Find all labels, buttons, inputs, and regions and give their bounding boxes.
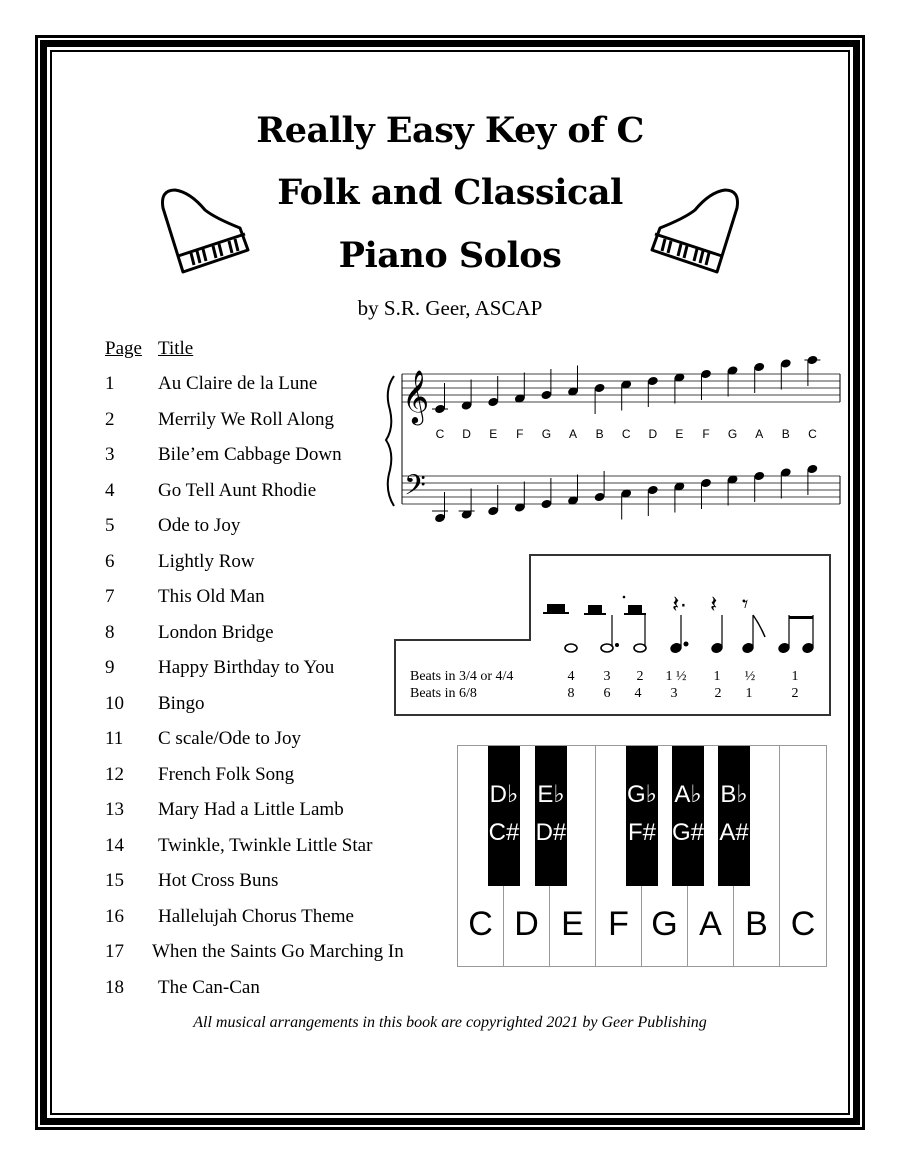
toc-title: Ode to Joy — [158, 515, 241, 536]
dotted-quarter-note-icon — [670, 643, 682, 654]
toc-page-number: 4 — [105, 479, 115, 501]
toc-title: Merrily We Roll Along — [158, 408, 334, 430]
title-line-3: Piano Solos — [338, 235, 562, 276]
toc-title: Bile’em Cabbage Down — [158, 444, 342, 465]
black-key-flat-label: G♭ — [627, 781, 657, 808]
black-key-sharp-label: F# — [627, 819, 656, 846]
toc-title: This Old Man — [158, 586, 265, 607]
quarter-note-icon — [711, 643, 723, 654]
white-key-label: B — [745, 905, 768, 943]
note-name-label: A — [568, 427, 578, 441]
toc-header-title: Title — [158, 338, 194, 359]
toc-page-number: 13 — [105, 799, 124, 820]
black-key-flat-label: E♭ — [537, 781, 565, 808]
note-name-label: C — [621, 427, 631, 441]
note-name-label: D — [462, 427, 471, 441]
toc-title: When the Saints Go Marching In — [152, 941, 404, 962]
toc-title: Happy Birthday to You — [158, 657, 335, 678]
beats-value: 4 — [567, 669, 575, 684]
eighth-note-icon — [742, 643, 754, 654]
beats-value: 4 — [634, 686, 642, 701]
note-name-label: B — [781, 427, 790, 441]
beats-value: 1 — [713, 669, 721, 684]
toc-page-number: 16 — [105, 905, 124, 927]
beats-value: 2 — [714, 686, 722, 701]
dot — [684, 642, 689, 647]
note-flag — [753, 615, 765, 637]
black-key-sharp-label: G# — [672, 819, 705, 846]
toc-page-number: 6 — [105, 550, 115, 572]
grand-piano-icon — [645, 180, 755, 280]
beats-row-1-label: Beats in 3/4 or 4/4 — [410, 669, 514, 684]
toc-title: C scale/Ode to Joy — [158, 728, 302, 749]
white-key-label: A — [699, 905, 722, 943]
dotted-quarter-rest-icon: 𝄽· — [672, 591, 688, 618]
toc-page-number: 8 — [105, 621, 115, 643]
note-name-label: F — [516, 427, 524, 441]
beats-row-2-label: Beats in 6/8 — [410, 686, 477, 701]
toc-title: Bingo — [158, 692, 205, 714]
note-name-label: C — [808, 427, 817, 441]
toc-title: Go Tell Aunt Rhodie — [158, 479, 317, 501]
toc-page-number: 10 — [105, 692, 124, 714]
note-beam — [789, 616, 813, 619]
note-name-label: E — [489, 427, 498, 441]
toc-page-number: 9 — [105, 657, 115, 678]
grand-staff — [380, 350, 842, 530]
white-key — [780, 746, 826, 966]
toc-title: Twinkle, Twinkle Little Star — [158, 834, 373, 856]
toc-title: French Folk Song — [158, 763, 295, 785]
toc-page-number: 12 — [105, 763, 124, 785]
black-key-flat-label: D♭ — [489, 781, 519, 808]
toc-title: The Can-Can — [158, 976, 260, 998]
treble-clef-icon: 𝄞 — [402, 370, 430, 422]
beats-value: 2 — [791, 686, 799, 701]
toc-header-page: Page — [105, 338, 142, 359]
black-key-flat-label: B♭ — [720, 781, 748, 808]
black-key-sharp-label: A# — [719, 819, 749, 846]
beats-value: 6 — [603, 686, 611, 701]
toc-title: London Bridge — [158, 621, 274, 643]
black-key — [718, 746, 750, 886]
beats-value: 3 — [670, 686, 678, 701]
toc-title: Hallelujah Chorus Theme — [158, 905, 354, 927]
title-line-1: Really Easy Key of C — [256, 110, 644, 151]
piano-keyboard — [457, 745, 827, 967]
beats-value: 1 — [791, 669, 799, 684]
beats-value: 2 — [636, 669, 644, 684]
black-key — [672, 746, 704, 886]
eighth-rest-icon: 𝄾 — [742, 591, 749, 618]
beats-value: 8 — [567, 686, 575, 701]
rest-ledger — [624, 613, 646, 615]
half-rest-icon — [588, 605, 602, 613]
title-line-2: Folk and Classical — [277, 172, 623, 213]
white-key-label: G — [651, 905, 678, 943]
whole-note-icon — [565, 644, 577, 652]
eighth-note-pair-icon — [778, 643, 790, 654]
black-key — [535, 746, 567, 886]
copyright-notice: All musical arrangements in this book are copyrighted 2021 by Geer Publishing — [193, 1014, 707, 1031]
white-key-label: E — [561, 905, 584, 943]
white-key-label: C — [468, 905, 493, 943]
note-name-label: D — [648, 427, 658, 441]
toc-page-number: 2 — [105, 408, 115, 430]
toc-page-number: 5 — [105, 515, 115, 536]
whole-rest-icon — [547, 604, 565, 612]
beats-value: 1 ½ — [665, 669, 687, 684]
white-key-label: F — [608, 905, 629, 943]
toc-page-number: 11 — [105, 728, 124, 749]
quarter-rest-icon: 𝄽 — [710, 591, 718, 618]
note-name-label: G — [541, 427, 552, 441]
half-note-icon — [634, 644, 646, 652]
rest-ledger — [584, 613, 606, 615]
grand-piano-icon — [145, 180, 255, 280]
white-key-label: C — [790, 905, 816, 943]
toc-page-number: 17 — [105, 941, 124, 962]
black-key-sharp-label: C# — [488, 819, 520, 846]
toc-title: Hot Cross Buns — [158, 870, 279, 891]
black-key-sharp-label: D# — [535, 819, 567, 846]
dot — [623, 596, 626, 599]
eighth-note-pair-icon — [802, 643, 814, 654]
bass-clef-icon: 𝄢 — [404, 470, 426, 508]
note-name-label: E — [675, 427, 684, 441]
dot — [615, 643, 619, 647]
toc-page-number: 14 — [105, 834, 124, 856]
rest-ledger — [543, 612, 569, 614]
toc-page-number: 7 — [105, 586, 115, 607]
white-key-label: D — [514, 905, 539, 943]
beats-value: ½ — [744, 669, 756, 684]
beats-value: 1 — [745, 686, 753, 701]
toc-page-number: 18 — [105, 976, 124, 998]
toc-title: Mary Had a Little Lamb — [158, 799, 344, 820]
black-key — [488, 746, 520, 886]
note-name-label: C — [435, 427, 445, 441]
note-name-label: B — [595, 427, 604, 441]
brace — [386, 376, 394, 506]
note-name-label: F — [702, 427, 710, 441]
half-rest-icon — [628, 605, 642, 613]
black-key-flat-label: A♭ — [674, 781, 702, 808]
rhythm-chart — [380, 550, 840, 720]
toc-page-number: 15 — [105, 870, 124, 891]
dotted-half-note-icon — [601, 644, 613, 652]
toc-page-number: 1 — [105, 373, 115, 394]
note-name-label: G — [727, 427, 738, 441]
beats-value: 3 — [603, 669, 611, 684]
toc-page-number: 3 — [105, 444, 115, 465]
black-key — [626, 746, 658, 886]
toc-title: Au Claire de la Lune — [158, 373, 318, 394]
toc-title: Lightly Row — [158, 550, 255, 572]
byline: by S.R. Geer, ASCAP — [357, 296, 543, 320]
note-name-label: A — [755, 427, 764, 441]
